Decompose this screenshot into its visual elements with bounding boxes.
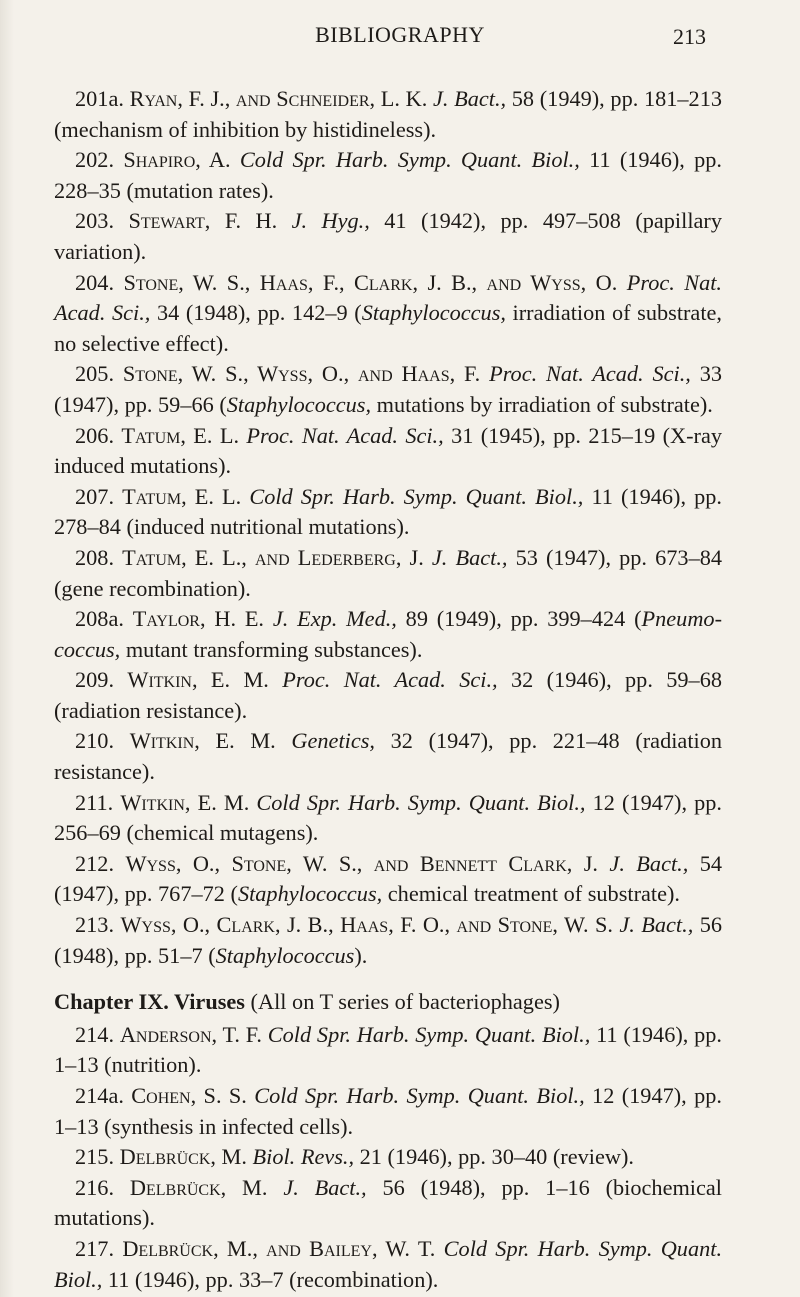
- entry-journal: Biol. Revs.,: [252, 1144, 355, 1170]
- bibliography-entry: [54, 665, 722, 726]
- entry-journal: Genetics,: [291, 728, 375, 754]
- entry-authors: Anderson, T. F.: [119, 1021, 262, 1047]
- entry-journal: J. Bact.,: [619, 912, 694, 938]
- entry-number: 202.: [75, 147, 115, 173]
- entry-journal: J. Bact.,: [609, 850, 689, 876]
- entry-details: 11 (1946), pp. 228–35 (mutation rates).: [54, 147, 722, 203]
- entry-details-tail: ).: [354, 942, 368, 968]
- entry-number: 207.: [75, 483, 115, 509]
- entry-journal: Cold Spr. Harb. Symp. Quant. Biol.,: [267, 1021, 591, 1047]
- running-head: BIBLIOGRAPHY: [315, 22, 485, 47]
- entry-number: 211.: [75, 789, 114, 815]
- entry-journal: Proc. Nat. Acad. Sci.,: [489, 361, 691, 387]
- entry-authors: Tatum, E. L.: [121, 422, 240, 448]
- bibliography-entry: [54, 726, 722, 787]
- entry-journal: J. Bact.,: [283, 1174, 367, 1200]
- entry-number: 208a.: [75, 606, 124, 632]
- bibliography-entry: [54, 206, 722, 267]
- page-edge-shadow: [0, 0, 14, 1297]
- entry-number: 216.: [75, 1174, 115, 1200]
- entry-details: 32 (1947), pp. 221–48 (radiation resistance).: [54, 728, 723, 785]
- page-header: [0, 22, 800, 62]
- bibliography-entry: [54, 268, 722, 360]
- entry-details-tail: mutations by irradiation of substrate).: [371, 391, 713, 417]
- entry-authors: Ryan, F. J., and Schneider, L. K.: [129, 86, 428, 111]
- entry-journal: Cold Spr. Harb. Symp. Quant. Biol.,: [249, 483, 584, 509]
- entry-organism: Staphylococcus,: [226, 391, 372, 417]
- entry-authors: Witkin, E. M.: [129, 728, 276, 754]
- entry-details: 12 (1947), pp. 256–69 (chemical mutagens).: [54, 789, 722, 846]
- entry-details: 56 (1948), pp. 1–16 (biochemical mutations).: [54, 1174, 722, 1231]
- chapter-note: (All on T series of bacteriophages): [244, 989, 560, 1015]
- entry-authors: Stone, W. S., Haas, F., Clark, J. B., and Wyss, O.: [123, 269, 618, 295]
- bibliography-entry: [54, 604, 722, 665]
- page-number: 213: [673, 24, 706, 49]
- entry-details: 11 (1946), pp. 1–13 (nutrition).: [54, 1021, 722, 1078]
- entry-journal: J. Exp. Med.,: [272, 606, 397, 632]
- entry-journal: Proc. Nat. Acad. Sci.,: [246, 422, 444, 448]
- entry-number: 201a.: [75, 86, 124, 111]
- entry-details: 33 (1947), pp. 59–66 (: [54, 361, 723, 417]
- entry-number: 217.: [75, 1235, 115, 1261]
- entry-details: 34 (1948), pp. 142–9 (: [150, 300, 362, 326]
- entry-journal: Proc. Nat. Acad. Sci.,: [54, 269, 723, 326]
- entry-authors: Delbrück, M.: [129, 1174, 268, 1200]
- entry-details: 11 (1946), pp. 33–7 (recombination).: [102, 1266, 439, 1292]
- entry-authors: Witkin, E. M.: [127, 667, 269, 693]
- entry-authors: Stewart, F. H.: [128, 208, 278, 234]
- entry-details: 56 (1948), pp. 51–7 (: [54, 912, 723, 968]
- entry-authors: Witkin, E. M.: [120, 789, 250, 815]
- entry-number: 203.: [75, 208, 115, 234]
- entry-journal: J. Bact.,: [431, 544, 508, 570]
- entry-authors: Cohen, S. S.: [131, 1083, 247, 1108]
- bibliography-entry: [54, 84, 722, 145]
- bibliography-entry: [54, 482, 722, 543]
- entry-organism: Staphylococcus: [215, 942, 355, 968]
- entry-number: 208.: [75, 544, 115, 570]
- entry-authors: Delbrück, M., and Bailey, W. T.: [122, 1235, 436, 1261]
- entry-journal: J. Hyg.,: [291, 208, 370, 234]
- entry-authors: Tatum, E. L.: [122, 483, 242, 509]
- bibliography-entry: [54, 1020, 722, 1081]
- entry-authors: Stone, W. S., Wyss, O., and Haas, F.: [122, 361, 481, 387]
- entry-details: 21 (1946), pp. 30–40 (review).: [354, 1144, 634, 1170]
- entry-details: 41 (1942), pp. 497–508 (papillary variation).: [54, 208, 722, 264]
- entry-number: 205.: [75, 361, 115, 387]
- bibliography-entry: [54, 145, 722, 206]
- entry-details: 31 (1945), pp. 215–19 (X-ray induced mutations).: [54, 422, 722, 479]
- entry-number: 215.: [75, 1144, 115, 1170]
- entry-authors: Wyss, O., Clark, J. B., Haas, F. O., and Stone, W. S.: [120, 912, 613, 938]
- entry-details-tail: mutant transforming substances).: [120, 636, 423, 662]
- entry-number: 214.: [75, 1021, 115, 1047]
- entry-organism: Pneumo-coccus,: [54, 606, 722, 662]
- entry-number: 213.: [75, 912, 115, 938]
- bibliography-entry: [54, 849, 722, 910]
- bibliography-entry: [54, 910, 722, 971]
- entry-details: 58 (1949), pp. 181–213 (mechanism of inhibition by histidineless).: [54, 86, 722, 142]
- bibliography-entry: [54, 543, 722, 604]
- bibliography-body: [54, 84, 722, 1295]
- bibliography-list-chapter-viii: [54, 84, 722, 971]
- entry-organism: Staphylococcus,: [361, 300, 506, 326]
- entry-number: 210.: [75, 728, 115, 754]
- entry-journal: Proc. Nat. Acad. Sci.,: [282, 667, 498, 693]
- entry-details: 89 (1949), pp. 399–424 (: [396, 606, 642, 632]
- entry-details: 11 (1946), pp. 278–84 (induced nutritional mutations).: [54, 483, 722, 540]
- entry-details: 54 (1947), pp. 767–72 (: [54, 850, 723, 907]
- entry-authors: Wyss, O., Stone, W. S., and Bennett Clark, J.: [125, 850, 598, 876]
- bibliography-entry: [54, 1081, 722, 1142]
- bibliography-entry: [54, 1173, 722, 1234]
- chapter-label: Chapter IX. Viruses: [54, 989, 245, 1015]
- entry-journal: J. Bact.,: [432, 86, 507, 111]
- bibliography-entry: [54, 359, 722, 420]
- entry-details: 12 (1947), pp. 1–13 (synthesis in infected cells).: [54, 1083, 722, 1139]
- entry-journal: Cold Spr. Harb. Symp. Quant. Biol.,: [254, 1083, 585, 1108]
- entry-authors: Delbrück, M.: [119, 1144, 247, 1170]
- bibliography-entry: [54, 1234, 722, 1295]
- entry-number: 209.: [75, 667, 115, 693]
- bibliography-entry: [54, 421, 722, 482]
- entry-details-tail: irradiation of substrate, no selective effect).: [54, 300, 722, 356]
- chapter-heading: [54, 987, 722, 1018]
- entry-authors: Taylor, H. E.: [132, 606, 265, 632]
- bibliography-entry: [54, 1142, 722, 1173]
- entry-authors: Tatum, E. L., and Lederberg, J.: [122, 544, 424, 570]
- entry-authors: Shapiro, A.: [123, 147, 231, 173]
- entry-details-tail: chemical treatment of substrate).: [382, 881, 680, 907]
- entry-number: 212.: [75, 850, 115, 876]
- entry-details: 32 (1946), pp. 59–68 (radiation resistance).: [54, 667, 722, 723]
- entry-journal: Cold Spr. Harb. Symp. Quant. Biol.,: [239, 147, 580, 173]
- entry-journal: Cold Spr. Harb. Symp. Quant. Biol.,: [256, 789, 586, 815]
- entry-journal: Cold Spr. Harb. Symp. Quant. Biol.,: [54, 1235, 723, 1292]
- entry-organism: Staphylococcus,: [237, 881, 383, 907]
- entry-number: 214a.: [75, 1083, 124, 1108]
- bibliography-list-chapter-ix: [54, 1020, 722, 1295]
- entry-details: 53 (1947), pp. 673–84 (gene recombination).: [54, 544, 723, 601]
- entry-number: 204.: [75, 269, 115, 295]
- entry-number: 206.: [75, 422, 115, 448]
- bibliography-entry: [54, 788, 722, 849]
